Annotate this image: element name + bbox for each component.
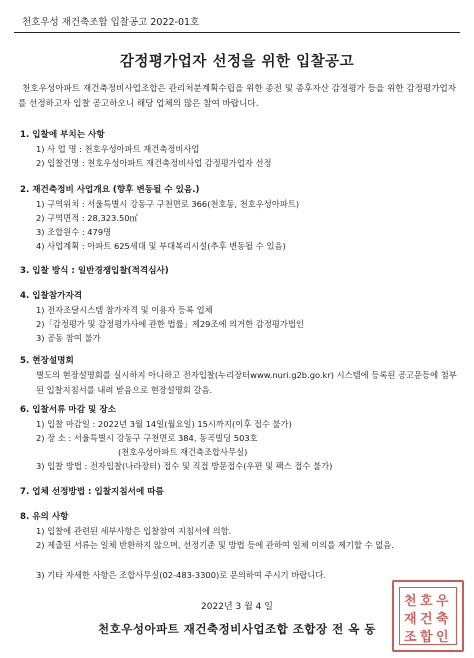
section-8-item: 3) 기타 자세한 사항은 조합사무실(02-483-3300)로 문의하여 주시기 바랍니다.: [36, 570, 326, 580]
section-1-heading: 1. 입찰에 부치는 사항: [20, 130, 105, 140]
section-1-item: 2) 입찰건명 : 천호우성아파트 재건축정비사업 감정평가업자 선정: [36, 158, 272, 168]
section-4-item: 3) 공동 참여 불가: [36, 333, 101, 343]
notice-date: 2022년 3 월 4 일: [201, 602, 273, 612]
section-4-item: 1) 전자조달시스템 참가자격 및 이용자 등록 업체: [36, 305, 213, 315]
section-2-item: 2) 구역면적 : 28,323.50㎡: [36, 213, 138, 223]
section-6-heading: 6. 입찰서류 마감 및 장소: [20, 405, 116, 415]
section-7-heading: 7. 업체 선정방법 : 입찰지침서에 따름: [20, 487, 164, 497]
section-1-item: 1) 사 업 명 : 천호우성아파트 재건축정비사업: [36, 144, 200, 154]
section-6-item: 3) 입찰 방법 : 전자입찰(나라장터) 접수 및 직접 방문접수(우편 및 팩스 접수 불가): [36, 461, 333, 471]
section-8-item: 2) 제출된 서류는 일체 반환하지 않으며, 선정기준 및 방법 등에 관하여 일체 이의를 제기할 수 없음.: [36, 540, 394, 550]
section-6-item: (천호우성아파트 재건축조합사무실): [118, 447, 248, 457]
official-seal-stamp: 천 호 우 재 건 축 조 합 인: [392, 580, 464, 652]
section-4-item: 2)「감정평가 및 감정평가사에 관한 법률」제29조에 의거한 감정평가법인: [36, 319, 304, 329]
header-divider: [14, 32, 460, 33]
signature-line: 천호우성아파트 재건축정비사업조합 조합장 전 옥 동: [98, 622, 376, 636]
section-2-item: 1) 구역위치 : 서울특별시 강동구 구천면로 366(천호동, 천호우성아파트): [36, 199, 300, 209]
section-8-heading: 8. 유의 사항: [20, 512, 69, 522]
section-8-item: 1) 입찰에 관련된 세부사항은 입찰참여 지침서에 의함.: [36, 526, 232, 536]
section-5-text: 별도의 현장설명회를 실시하지 아니하고 전자입찰(누리장터www.nuri.g2b.go.kr) 시스템에 등록된 공고문등에 첨부된 입찰지침서를 내려 받음으로 현장설명회 갈음.: [36, 370, 457, 395]
section-2-item: 4) 사업계획 : 아파트 625세대 및 부대복리시설(추후 변동될 수 있음): [36, 241, 286, 251]
intro-paragraph: 천호우성아파트 재건축정비사업조합은 관리처분계획수립을 위한 종전 및 종후자산 감정평가 등을 위한 감정평가업자를 선정하고자 입찰 공고하오니 해당 업체의 많은 참여 바랍니다.: [18, 84, 457, 109]
page-title: 감정평가업자 선정을 위한 입찰공고: [119, 54, 355, 70]
section-5-heading: 5. 현장설명회: [20, 356, 74, 366]
notice-header: 천호우성 재건축조합 입찰공고 2022-01호: [22, 17, 200, 28]
section-2-heading: 2. 재건축정비 사업개요 (향후 변동될 수 있음.): [20, 185, 200, 195]
section-6-item: 1) 입찰 마감일 : 2022년 3월 14일(월요일) 15시까지(이후 접수 불가): [36, 419, 292, 429]
section-2-item: 3) 조합원수 : 479명: [36, 227, 112, 237]
section-4-heading: 4. 입찰참가자격: [20, 291, 83, 301]
section-3-heading: 3. 입찰 방식 : 일반경쟁입찰(적격심사): [20, 266, 169, 276]
section-6-item: 2) 장 소 : 서울특별시 강동구 구천면로 384, 동곡빌딩 503호: [36, 433, 258, 443]
